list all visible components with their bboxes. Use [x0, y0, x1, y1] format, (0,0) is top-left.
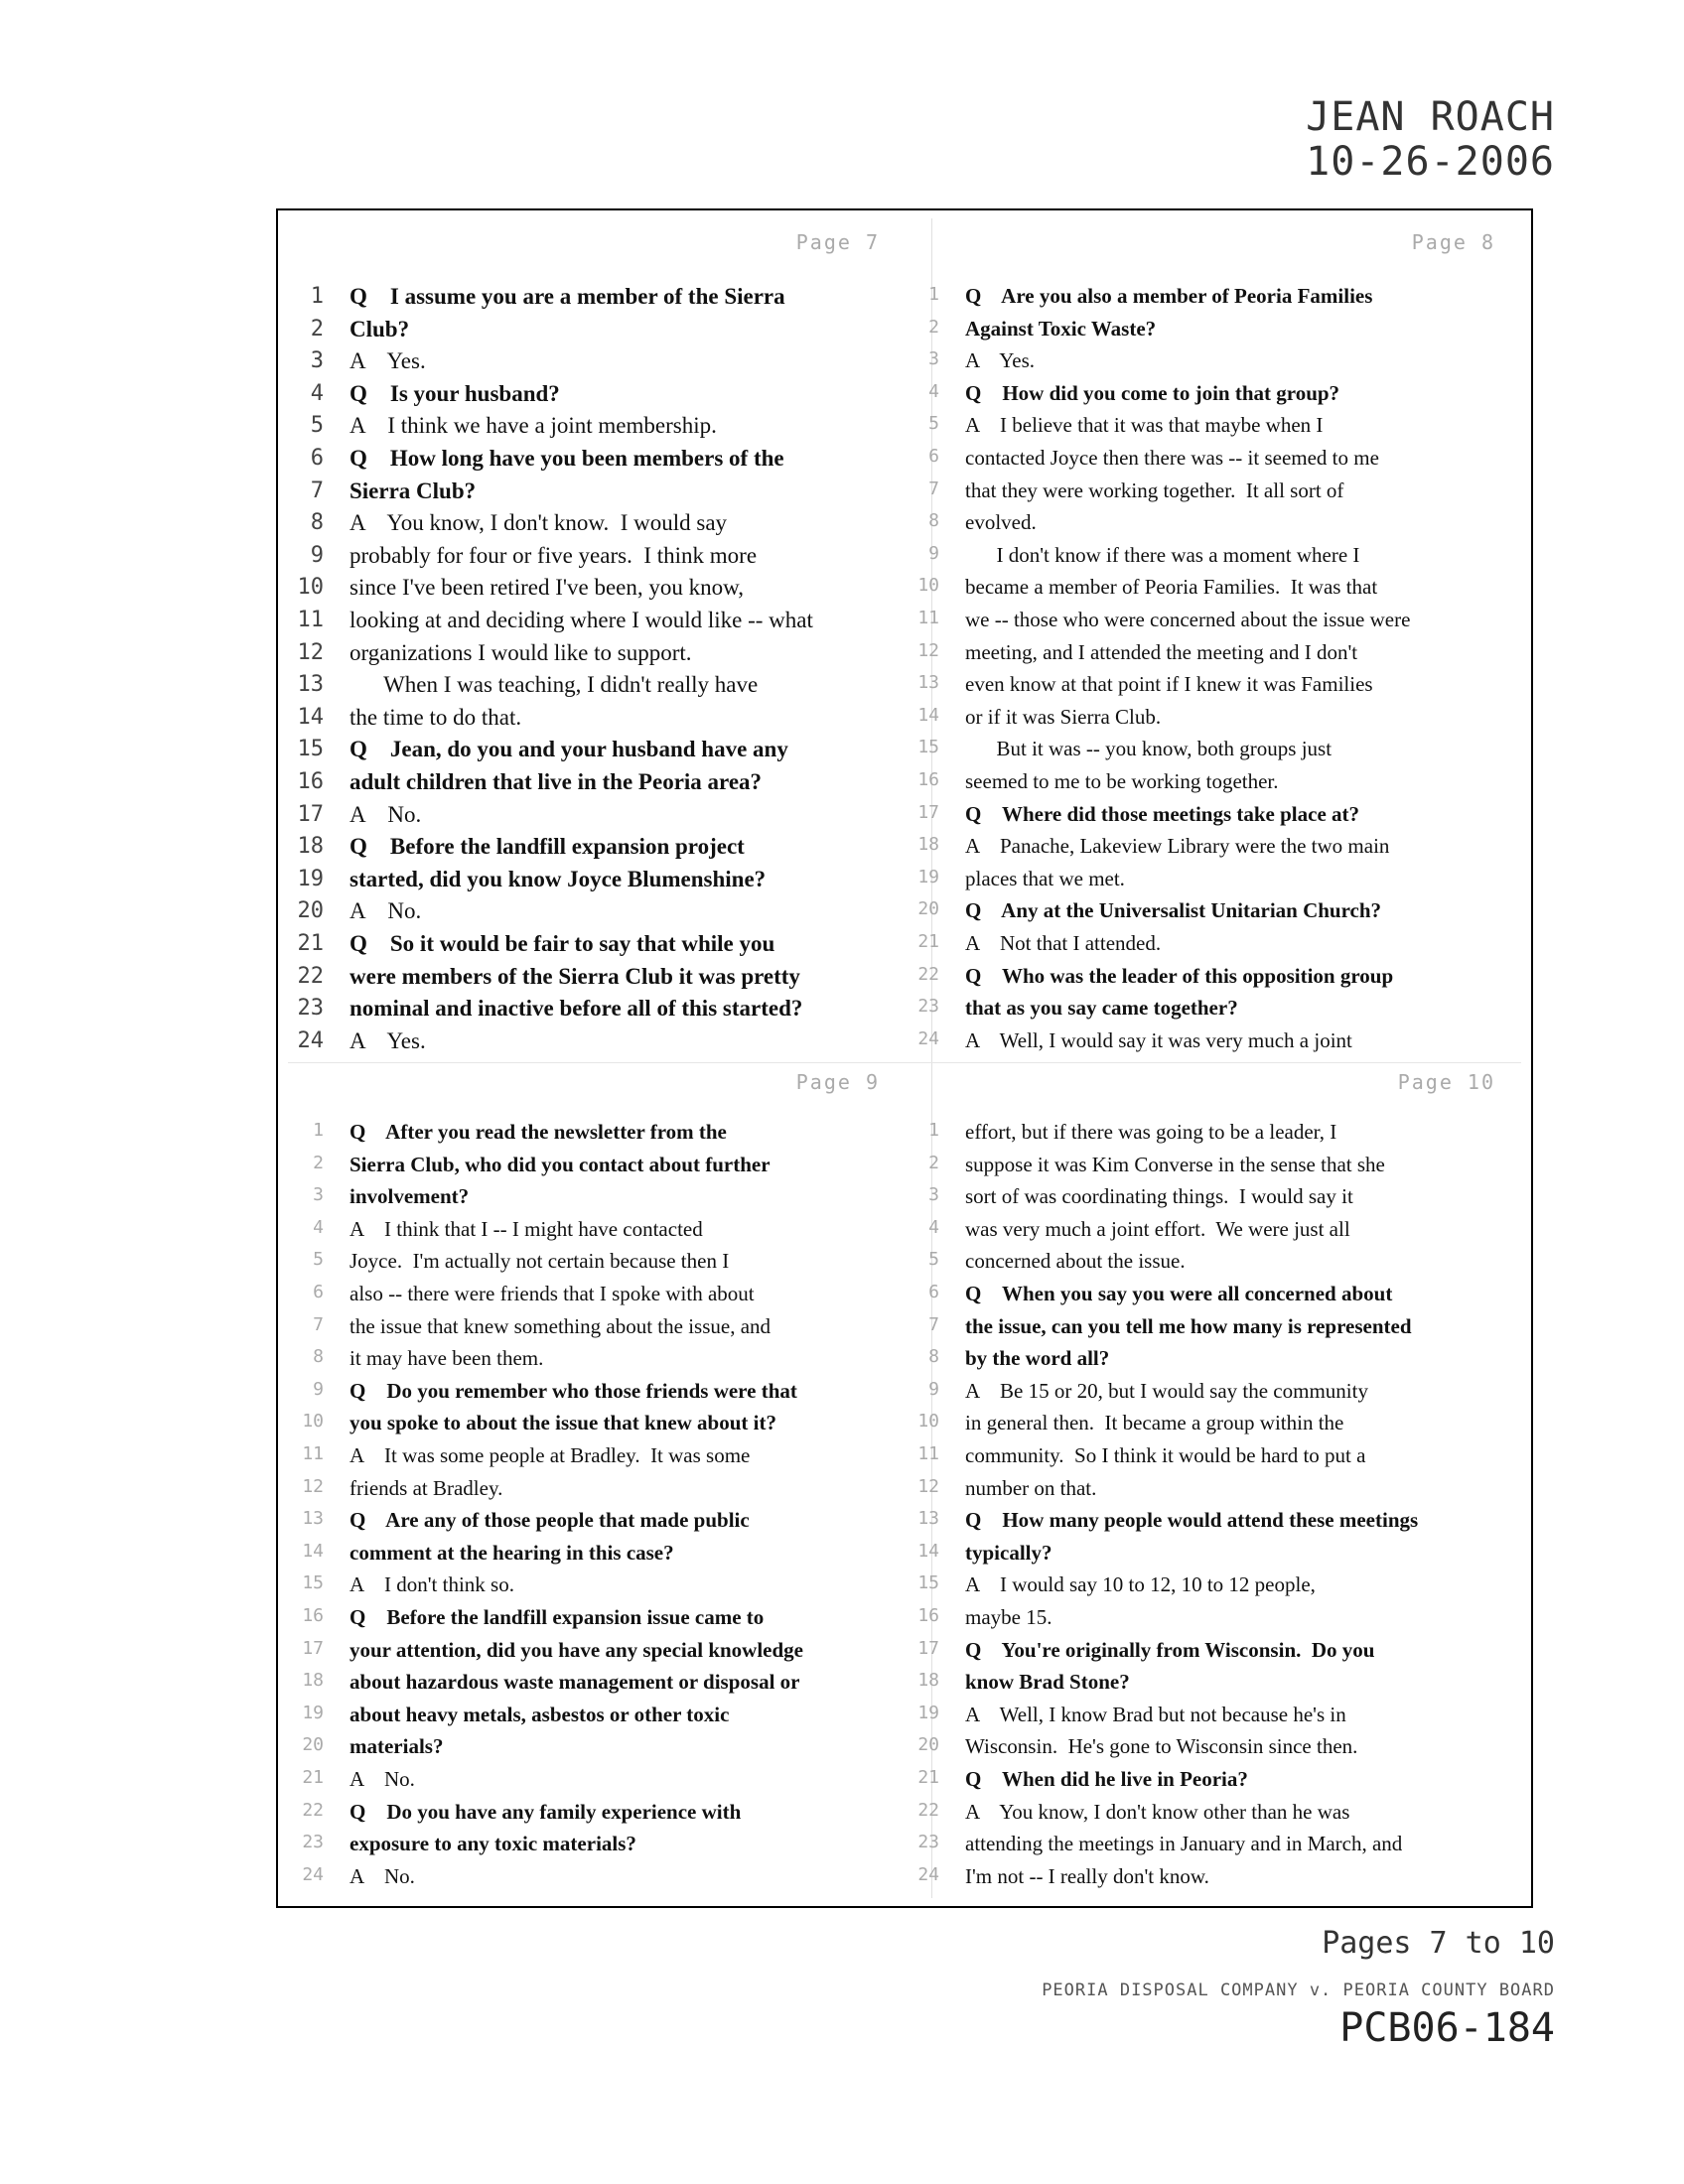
answer-text: A I don't think so. — [350, 1572, 514, 1597]
question-text: the issue, can you tell me how many is represented — [965, 1313, 1412, 1338]
line-number: 4 — [313, 1216, 324, 1238]
transcript-line — [288, 1120, 923, 1152]
transcript-line — [904, 478, 1539, 510]
line-number: 15 — [302, 1572, 324, 1594]
answer-text: became a member of Peoria Families. It was that — [965, 575, 1378, 600]
line-number: 15 — [917, 737, 939, 758]
question-text: by the word all? — [965, 1346, 1110, 1371]
answer-text: number on that. — [965, 1475, 1097, 1500]
transcript-line — [288, 413, 923, 445]
transcript-line — [904, 348, 1539, 380]
answer-text: A Not that I attended. — [965, 931, 1162, 955]
answer-text: meeting, and I attended the meeting and I don't — [965, 639, 1358, 664]
answer-text: I don't know if there was a moment where I — [965, 542, 1360, 567]
question-text: started, did you know Joyce Blumenshine? — [350, 866, 767, 891]
line-number: 2 — [313, 1152, 324, 1173]
answer-text: also -- there were friends that I spoke with about — [350, 1282, 755, 1305]
answer-text: looking at and deciding where I would like -- what — [350, 608, 813, 632]
line-number: 15 — [297, 737, 324, 762]
line-number: 16 — [297, 769, 324, 794]
transcript-line — [288, 1346, 923, 1378]
question-text: Q How many people would attend these meetings — [965, 1508, 1419, 1533]
question-text: Q How did you come to join that group? — [965, 380, 1340, 405]
transcript-line — [288, 543, 923, 575]
transcript-line — [904, 1767, 1539, 1799]
answer-text: friends at Bradley. — [350, 1475, 503, 1500]
line-number: 23 — [917, 996, 939, 1018]
answer-text: A No. — [350, 1767, 415, 1791]
line-number: 11 — [917, 1443, 939, 1464]
line-number: 9 — [928, 542, 939, 564]
transcript-line — [288, 348, 923, 380]
line-number: 13 — [297, 672, 324, 698]
transcript-line — [288, 510, 923, 542]
question-text: Q Is your husband? — [350, 380, 560, 406]
answer-text: A Yes. — [965, 348, 1036, 373]
answer-text: it may have been them. — [350, 1346, 544, 1371]
line-number: 5 — [313, 1249, 324, 1271]
question-text: Q Are you also a member of Peoria Families — [965, 284, 1373, 308]
line-number: 14 — [917, 704, 939, 726]
transcript-line — [904, 1411, 1539, 1442]
question-text: Q Jean, do you and your husband have any — [350, 737, 788, 762]
question-text: materials? — [350, 1734, 444, 1759]
line-number: 19 — [917, 1702, 939, 1723]
question-text: Q Are any of those people that made public — [350, 1508, 750, 1533]
transcript-line — [904, 1217, 1539, 1249]
transcript-line — [904, 1249, 1539, 1281]
transcript-line — [288, 1605, 923, 1637]
transcript-line — [288, 1800, 923, 1832]
transcript-line — [288, 672, 923, 704]
line-number: 17 — [917, 801, 939, 823]
line-number: 17 — [302, 1637, 324, 1659]
line-number: 17 — [917, 1637, 939, 1659]
transcript-line — [288, 1670, 923, 1702]
transcript-line — [288, 1508, 923, 1540]
page-range: Pages 7 to 10 — [1322, 1926, 1555, 1961]
answer-text: When I was teaching, I didn't really have — [350, 672, 759, 698]
transcript-line — [904, 964, 1539, 996]
question-text: that as you say came together? — [965, 996, 1238, 1021]
line-number: 5 — [928, 413, 939, 435]
line-number: 13 — [917, 672, 939, 694]
question-text: Against Toxic Waste? — [965, 316, 1157, 341]
line-number: 1 — [313, 1120, 324, 1141]
line-number: 2 — [928, 316, 939, 338]
line-number: 12 — [917, 1475, 939, 1497]
line-number: 11 — [917, 608, 939, 628]
transcript-line — [288, 1153, 923, 1184]
transcript-line — [904, 898, 1539, 930]
line-number: 13 — [302, 1508, 324, 1530]
line-number: 3 — [928, 348, 939, 370]
question-text: about heavy metals, asbestos or other toxic — [350, 1702, 730, 1726]
transcript-line — [288, 1314, 923, 1346]
transcript-line — [904, 996, 1539, 1027]
transcript-line — [288, 1217, 923, 1249]
transcript-line — [288, 608, 923, 639]
transcript-line — [288, 1028, 923, 1060]
witness-name: JEAN ROACH — [1306, 94, 1555, 140]
question-text: your attention, did you have any special knowledge — [350, 1637, 804, 1662]
line-number: 23 — [302, 1832, 324, 1853]
transcript-line — [288, 1572, 923, 1604]
answer-text: probably for four or five years. I think more — [350, 542, 758, 568]
transcript-line — [904, 769, 1539, 801]
transcript-line — [288, 1734, 923, 1766]
answer-text: I'm not -- I really don't know. — [965, 1863, 1209, 1888]
line-number: 18 — [302, 1670, 324, 1692]
answer-text: even know at that point if I knew it was Families — [965, 672, 1373, 697]
transcript-line — [288, 640, 923, 672]
answer-text: A You know, I don't know other than he was — [965, 1799, 1350, 1824]
line-number: 14 — [302, 1540, 324, 1562]
answer-text: was very much a joint effort. We were just all — [965, 1216, 1350, 1241]
line-number: 4 — [928, 380, 939, 402]
question-text: Q How long have you been members of the — [350, 446, 784, 471]
transcript-line — [288, 1379, 923, 1411]
transcript-line — [288, 1832, 923, 1863]
answer-text: But it was -- you know, both groups just — [965, 737, 1333, 761]
question-text: adult children that live in the Peoria area? — [350, 769, 763, 794]
row-divider — [288, 1062, 1521, 1063]
line-number: 3 — [310, 348, 324, 374]
answer-text: A Yes. — [350, 348, 426, 374]
answer-text: contacted Joyce then there was -- it seemed to me — [965, 446, 1379, 470]
question-text: Q Before the landfill expansion issue came to — [350, 1605, 765, 1629]
transcript-line — [904, 413, 1539, 445]
line-number: 1 — [928, 284, 939, 305]
case-number: PCB06-184 — [1339, 2005, 1555, 2051]
transcript-line — [904, 1476, 1539, 1508]
line-number: 20 — [917, 898, 939, 920]
question-text: about hazardous waste management or disposal or — [350, 1670, 800, 1695]
line-number: 15 — [917, 1572, 939, 1594]
transcript-line — [904, 1443, 1539, 1475]
transcript-line — [288, 802, 923, 834]
transcript-line — [288, 317, 923, 348]
answer-text: A Well, I know Brad but not because he's in — [965, 1702, 1346, 1726]
page-title: Page 8 — [1411, 230, 1495, 254]
transcript-line — [904, 672, 1539, 704]
transcript-line — [904, 575, 1539, 607]
answer-text: A I think we have a joint membership. — [350, 413, 717, 439]
line-number: 22 — [302, 1799, 324, 1821]
transcript-line — [904, 446, 1539, 478]
line-number: 9 — [928, 1378, 939, 1400]
question-text: Sierra Club, who did you contact about further — [350, 1152, 771, 1176]
transcript-line — [904, 1605, 1539, 1637]
line-number: 24 — [917, 1027, 939, 1049]
line-number: 19 — [917, 866, 939, 887]
line-number: 18 — [297, 834, 324, 860]
line-number: 20 — [302, 1734, 324, 1756]
answer-text: concerned about the issue. — [965, 1249, 1186, 1274]
question-text: comment at the hearing in this case? — [350, 1540, 674, 1565]
transcript-line — [904, 834, 1539, 866]
answer-text: places that we met. — [965, 866, 1125, 890]
answer-text: effort, but if there was going to be a leader, I — [965, 1120, 1337, 1144]
transcript-line — [904, 867, 1539, 898]
answer-text: maybe 15. — [965, 1605, 1052, 1629]
line-number: 7 — [313, 1313, 324, 1335]
line-number: 7 — [928, 1313, 939, 1335]
line-number: 6 — [310, 446, 324, 471]
transcript-line — [288, 284, 923, 316]
transcript-line — [288, 1864, 923, 1896]
line-number: 10 — [297, 575, 324, 601]
line-number: 20 — [297, 898, 324, 924]
answer-text: A It was some people at Bradley. It was some — [350, 1443, 751, 1467]
line-number: 23 — [297, 996, 324, 1022]
line-number: 11 — [302, 1443, 324, 1464]
answer-text: Wisconsin. He's gone to Wisconsin since then. — [965, 1734, 1358, 1759]
question-text: Q After you read the newsletter from the — [350, 1120, 727, 1144]
line-number: 8 — [310, 510, 324, 536]
transcript-line — [904, 1346, 1539, 1378]
transcript-line — [904, 1703, 1539, 1734]
transcript-line — [904, 931, 1539, 963]
question-text: Q So it would be fair to say that while you — [350, 931, 775, 956]
line-number: 19 — [297, 866, 324, 891]
line-number: 16 — [302, 1605, 324, 1626]
answer-text: A Panache, Lakeview Library were the two main — [965, 834, 1390, 859]
line-number: 4 — [310, 380, 324, 406]
page-title: Page 9 — [795, 1070, 880, 1094]
transcript-line — [904, 1638, 1539, 1670]
transcript-line — [904, 1572, 1539, 1604]
line-number: 16 — [917, 1605, 939, 1626]
line-number: 3 — [313, 1184, 324, 1206]
answer-text: evolved. — [965, 510, 1037, 535]
question-text: typically? — [965, 1540, 1052, 1565]
line-number: 9 — [310, 542, 324, 568]
line-number: 23 — [917, 1832, 939, 1853]
question-text: Q Do you have any family experience with — [350, 1799, 742, 1824]
transcript-line — [288, 478, 923, 510]
line-number: 18 — [917, 1670, 939, 1692]
transcript-line — [288, 705, 923, 737]
line-number: 18 — [917, 834, 939, 856]
line-number: 8 — [928, 1346, 939, 1368]
transcript-line — [288, 1443, 923, 1475]
transcript-line — [904, 608, 1539, 639]
line-number: 5 — [310, 413, 324, 439]
answer-text: Joyce. I'm actually not certain because then I — [350, 1249, 730, 1274]
transcript-line — [904, 1541, 1539, 1572]
line-number: 14 — [297, 704, 324, 730]
transcript-line — [288, 575, 923, 607]
transcript-line — [904, 543, 1539, 575]
question-text: involvement? — [350, 1184, 470, 1209]
answer-text: A I would say 10 to 12, 10 to 12 people, — [965, 1572, 1316, 1597]
line-number: 21 — [917, 931, 939, 952]
transcript-line — [904, 802, 1539, 834]
line-number: 17 — [297, 801, 324, 827]
line-number: 22 — [297, 963, 324, 989]
transcript-line — [288, 1249, 923, 1281]
transcript-line — [904, 1120, 1539, 1152]
transcript-line — [288, 1703, 923, 1734]
line-number: 6 — [313, 1282, 324, 1302]
question-text: Q You're originally from Wisconsin. Do you — [965, 1637, 1375, 1662]
line-number: 14 — [917, 1540, 939, 1562]
transcript-line — [904, 1670, 1539, 1702]
question-text: nominal and inactive before all of this started? — [350, 996, 803, 1022]
case-name: PEORIA DISPOSAL COMPANY v. PEORIA COUNTY BOARD — [1042, 1980, 1555, 2000]
line-number: 5 — [928, 1249, 939, 1271]
line-number: 1 — [928, 1120, 939, 1141]
answer-text: community. So I think it would be hard to put a — [965, 1443, 1366, 1467]
transcript-line — [288, 834, 923, 866]
transcript-line — [904, 510, 1539, 542]
line-number: 21 — [297, 931, 324, 956]
line-number: 20 — [917, 1734, 939, 1756]
line-number: 24 — [297, 1027, 324, 1053]
transcript-line — [288, 996, 923, 1027]
transcript-line — [904, 640, 1539, 672]
line-number: 3 — [928, 1184, 939, 1206]
line-number: 2 — [928, 1152, 939, 1173]
question-text: Q Do you remember who those friends were that — [350, 1378, 797, 1403]
line-number: 10 — [917, 575, 939, 597]
transcript-line — [904, 737, 1539, 768]
answer-text: organizations I would like to support. — [350, 639, 692, 665]
page-title: Page 7 — [795, 230, 880, 254]
question-text: Q When you say you were all concerned about — [965, 1282, 1393, 1305]
transcript-line — [288, 867, 923, 898]
answer-text: A I believe that it was that maybe when I — [965, 413, 1324, 438]
line-number: 1 — [310, 284, 324, 309]
line-number: 4 — [928, 1216, 939, 1238]
line-number: 11 — [297, 608, 324, 632]
transcript-line — [904, 381, 1539, 413]
transcript-line — [904, 1153, 1539, 1184]
transcript-line — [904, 1282, 1539, 1313]
transcript-line — [904, 1800, 1539, 1832]
line-number: 19 — [302, 1702, 324, 1723]
line-number: 8 — [928, 510, 939, 532]
transcript-line — [288, 1184, 923, 1216]
transcript-line — [904, 1314, 1539, 1346]
transcript-line — [288, 381, 923, 413]
question-text: Q When did he live in Peoria? — [965, 1767, 1248, 1791]
answer-text: or if it was Sierra Club. — [965, 704, 1162, 729]
line-number: 10 — [917, 1411, 939, 1433]
transcript-line — [904, 1734, 1539, 1766]
line-number: 7 — [310, 478, 324, 503]
line-number: 6 — [928, 446, 939, 467]
transcript-line — [288, 1638, 923, 1670]
transcript-line — [288, 1767, 923, 1799]
question-text: know Brad Stone? — [965, 1670, 1130, 1695]
transcript-line — [288, 446, 923, 478]
question-text: were members of the Sierra Club it was pretty — [350, 963, 800, 989]
question-text: you spoke to about the issue that knew about it? — [350, 1411, 776, 1435]
line-number: 24 — [302, 1863, 324, 1885]
question-text: Q Who was the leader of this opposition group — [965, 963, 1394, 988]
line-number: 9 — [313, 1378, 324, 1400]
question-text: Q Any at the Universalist Unitarian Church? — [965, 898, 1382, 923]
line-number: 13 — [917, 1508, 939, 1530]
transcript-line — [904, 1864, 1539, 1896]
question-text: Q Before the landfill expansion project — [350, 834, 745, 860]
answer-text: A Be 15 or 20, but I would say the community — [965, 1378, 1368, 1403]
transcript-line — [288, 769, 923, 801]
question-text: Sierra Club? — [350, 478, 477, 503]
line-number: 6 — [928, 1282, 939, 1302]
transcript-line — [288, 964, 923, 996]
transcript-line — [904, 1832, 1539, 1863]
answer-text: A Yes. — [350, 1027, 426, 1053]
transcript-line — [288, 737, 923, 768]
line-number: 10 — [302, 1411, 324, 1433]
transcript-line — [904, 1508, 1539, 1540]
line-number: 12 — [917, 639, 939, 661]
question-text: Q I assume you are a member of the Sierra — [350, 284, 785, 309]
answer-text: the issue that knew something about the issue, and — [350, 1313, 772, 1338]
answer-text: since I've been retired I've been, you know, — [350, 575, 744, 601]
answer-text: A Well, I would say it was very much a joint — [965, 1027, 1352, 1052]
transcript-line — [904, 1379, 1539, 1411]
transcript-line — [288, 1541, 923, 1572]
answer-text: in general then. It became a group within the — [965, 1411, 1344, 1435]
line-number: 16 — [917, 769, 939, 790]
answer-text: suppose it was Kim Converse in the sense that she — [965, 1152, 1385, 1176]
transcript-line — [288, 898, 923, 930]
deposition-date: 10-26-2006 — [1306, 139, 1555, 185]
transcript-line — [288, 1476, 923, 1508]
answer-text: sort of was coordinating things. I would say it — [965, 1184, 1353, 1209]
transcript-line — [904, 284, 1539, 316]
answer-text: A You know, I don't know. I would say — [350, 510, 728, 536]
line-number: 21 — [302, 1767, 324, 1788]
answer-text: that they were working together. It all sort of — [965, 478, 1344, 502]
line-number: 24 — [917, 1863, 939, 1885]
line-number: 22 — [917, 963, 939, 985]
question-text: Q Where did those meetings take place at? — [965, 801, 1360, 826]
transcript-line — [288, 931, 923, 963]
answer-text: A I think that I -- I might have contacted — [350, 1216, 703, 1241]
answer-text: the time to do that. — [350, 704, 522, 730]
line-number: 12 — [302, 1475, 324, 1497]
question-text: exposure to any toxic materials? — [350, 1832, 636, 1856]
page-title: Page 10 — [1397, 1070, 1495, 1094]
transcript-line — [904, 1028, 1539, 1060]
line-number: 12 — [297, 639, 324, 665]
answer-text: seemed to me to be working together. — [965, 769, 1279, 793]
transcript-line — [904, 1184, 1539, 1216]
line-number: 21 — [917, 1767, 939, 1788]
transcript-line — [904, 705, 1539, 737]
transcript-line — [288, 1411, 923, 1442]
answer-text: we -- those who were concerned about the issue were — [965, 608, 1411, 631]
answer-text: A No. — [350, 898, 422, 924]
transcript-line — [904, 317, 1539, 348]
answer-text: A No. — [350, 1863, 415, 1888]
line-number: 8 — [313, 1346, 324, 1368]
answer-text: A No. — [350, 801, 422, 827]
transcript-line — [288, 1282, 923, 1313]
answer-text: attending the meetings in January and in March, and — [965, 1832, 1403, 1856]
line-number: 2 — [310, 316, 324, 341]
line-number: 22 — [917, 1799, 939, 1821]
question-text: Club? — [350, 316, 410, 341]
line-number: 7 — [928, 478, 939, 499]
